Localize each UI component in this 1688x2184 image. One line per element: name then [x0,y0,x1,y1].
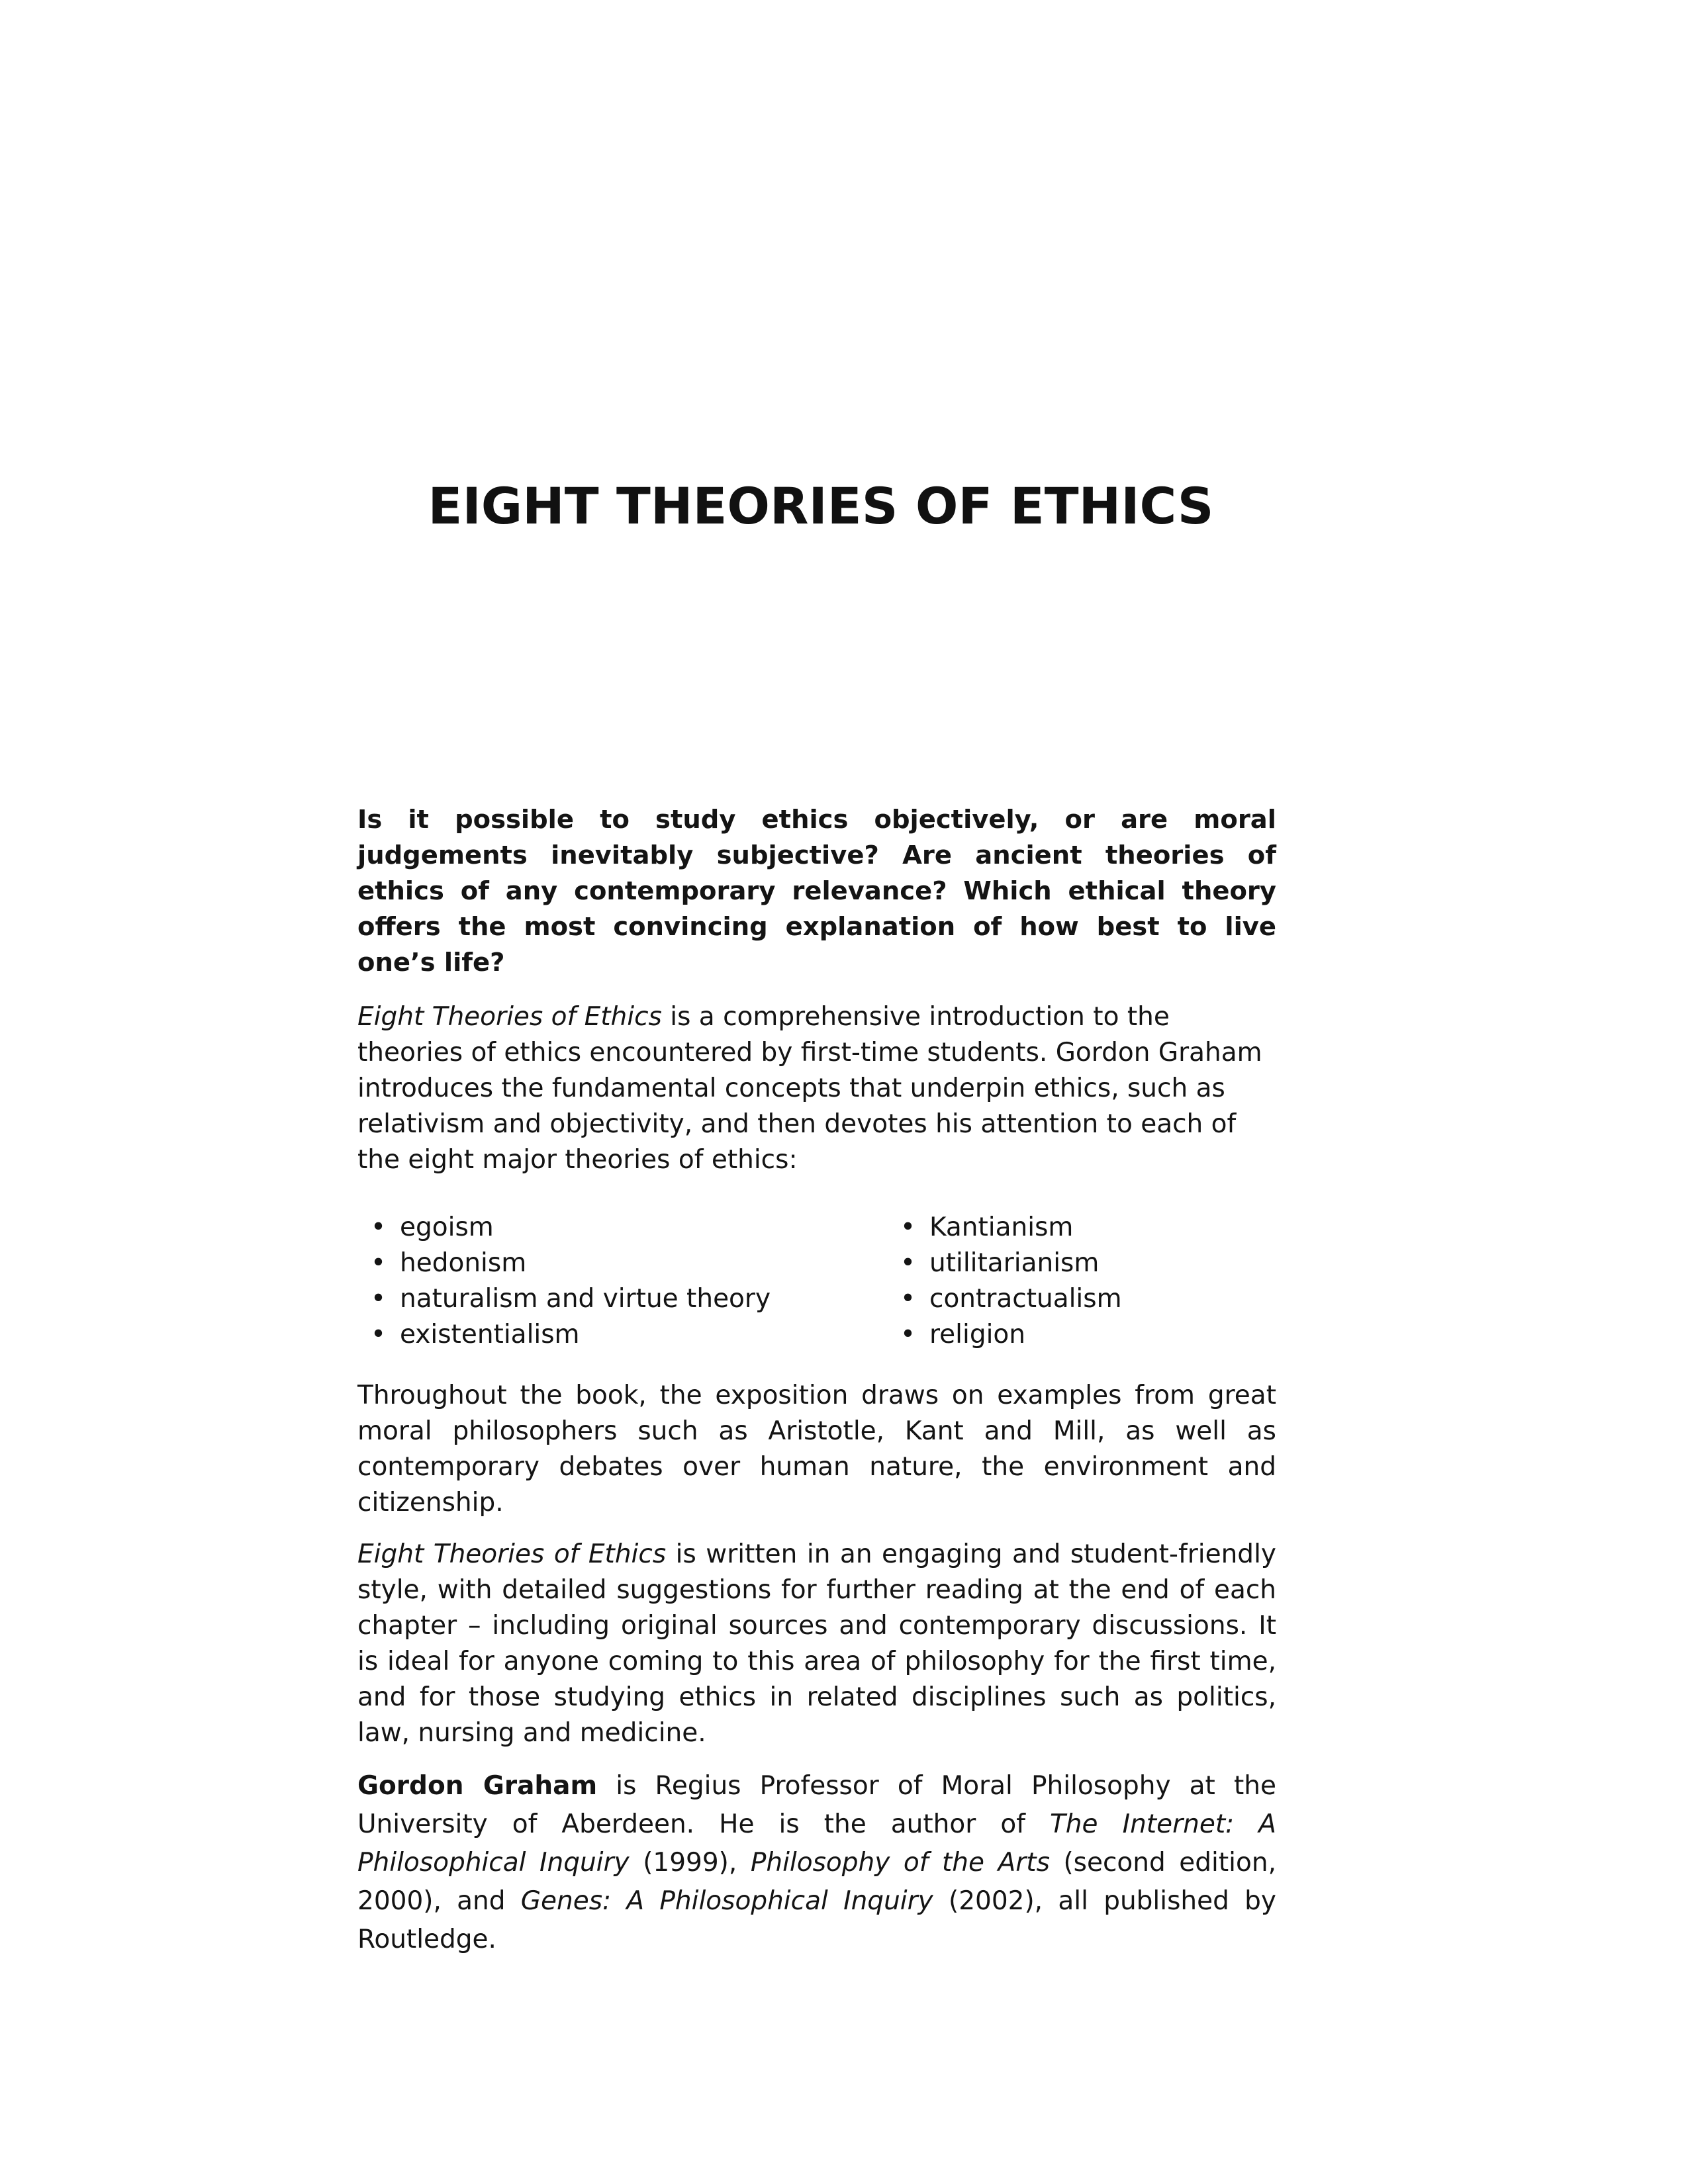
list-item-label: hedonism [400,1248,527,1278]
list-item-label: existentialism [400,1320,580,1349]
list-item-label: religion [929,1320,1026,1349]
list-item [887,1317,1258,1353]
author-text-2: (1999), [629,1848,751,1878]
bullet-icon: • [371,1212,387,1242]
bullet-icon: • [371,1248,387,1278]
throughout-paragraph: Throughout the book, the exposition draws on examples from great moral philosophers such as Aristotle, Kant and Mill, as well as contemporary debates over human nature, the environment and citizenship. [357,1381,1276,1518]
list-item-label: contractualism [929,1284,1122,1314]
intro-paragraph [357,999,1276,1178]
author-text-3: (second edition, 2000), and [357,1848,1276,1916]
list-item [887,1246,1258,1281]
author-name: Gordon Graham [357,1771,598,1801]
blurb-content [357,802,1276,1959]
style-paragraph [357,1537,1276,1751]
style-text: is written in an engaging and student-friendly style, with detailed suggestions for further reading at the end of each chapter – including original sources and contemporary discussions. It is ideal for anyone coming to this area of philosophy for the first time, and for those studying ethics in related disciplines such as politics, law, nursing and medicine. [357,1539,1276,1748]
book-title-italic: Eight Theories of Ethics [357,1539,667,1569]
author-text-4: (2002), all published by Routledge. [357,1886,1276,1954]
list-item [357,1246,887,1281]
intro-text: is a comprehensive introduction to the theories of ethics encountered by first-time students. Gordon Graham introduces the fundamental concepts that underpin ethics, such as relativism and objectivity, and then devotes his attention to each of the eight major theories of ethics: [357,1002,1262,1175]
book-title-italic: Eight Theories of Ethics [357,1002,662,1032]
list-item [357,1317,887,1353]
bullet-icon: • [900,1212,916,1242]
list-item-label: naturalism and virtue theory [400,1284,771,1314]
list-item-label: Kantianism [929,1212,1074,1242]
list-item [357,1281,887,1317]
bullet-icon: • [371,1320,387,1349]
theories-list [357,1210,1276,1353]
list-item-label: utilitarianism [929,1248,1100,1278]
author-paragraph [357,1767,1276,1959]
author-book-3: Genes: A Philosophical Inquiry [520,1886,933,1916]
bullet-icon: • [900,1248,916,1278]
bullet-icon: • [371,1284,387,1314]
bullet-icon: • [900,1320,916,1349]
lead-questions: Is it possible to study ethics objectively, or are moral judgements inevitably subjective? Are ancient theories of ethics of any contemporary relevance? Which ethical theory offers the most convincing explanation of how best to live one’s life? [357,805,1276,978]
list-item [887,1281,1258,1317]
list-item [357,1210,887,1246]
author-book-1: The Internet: A Philosophical Inquiry [357,1809,1276,1878]
bullet-icon: • [900,1284,916,1314]
author-book-2: Philosophy of the Arts [750,1848,1050,1878]
author-text-1: is Regius Professor of Moral Philosophy at the University of Aberdeen. He is the author of [357,1771,1276,1839]
list-item-label: egoism [400,1212,494,1242]
list-item [887,1210,1258,1246]
page-title: EIGHT THEORIES OF ETHICS [428,477,1214,535]
